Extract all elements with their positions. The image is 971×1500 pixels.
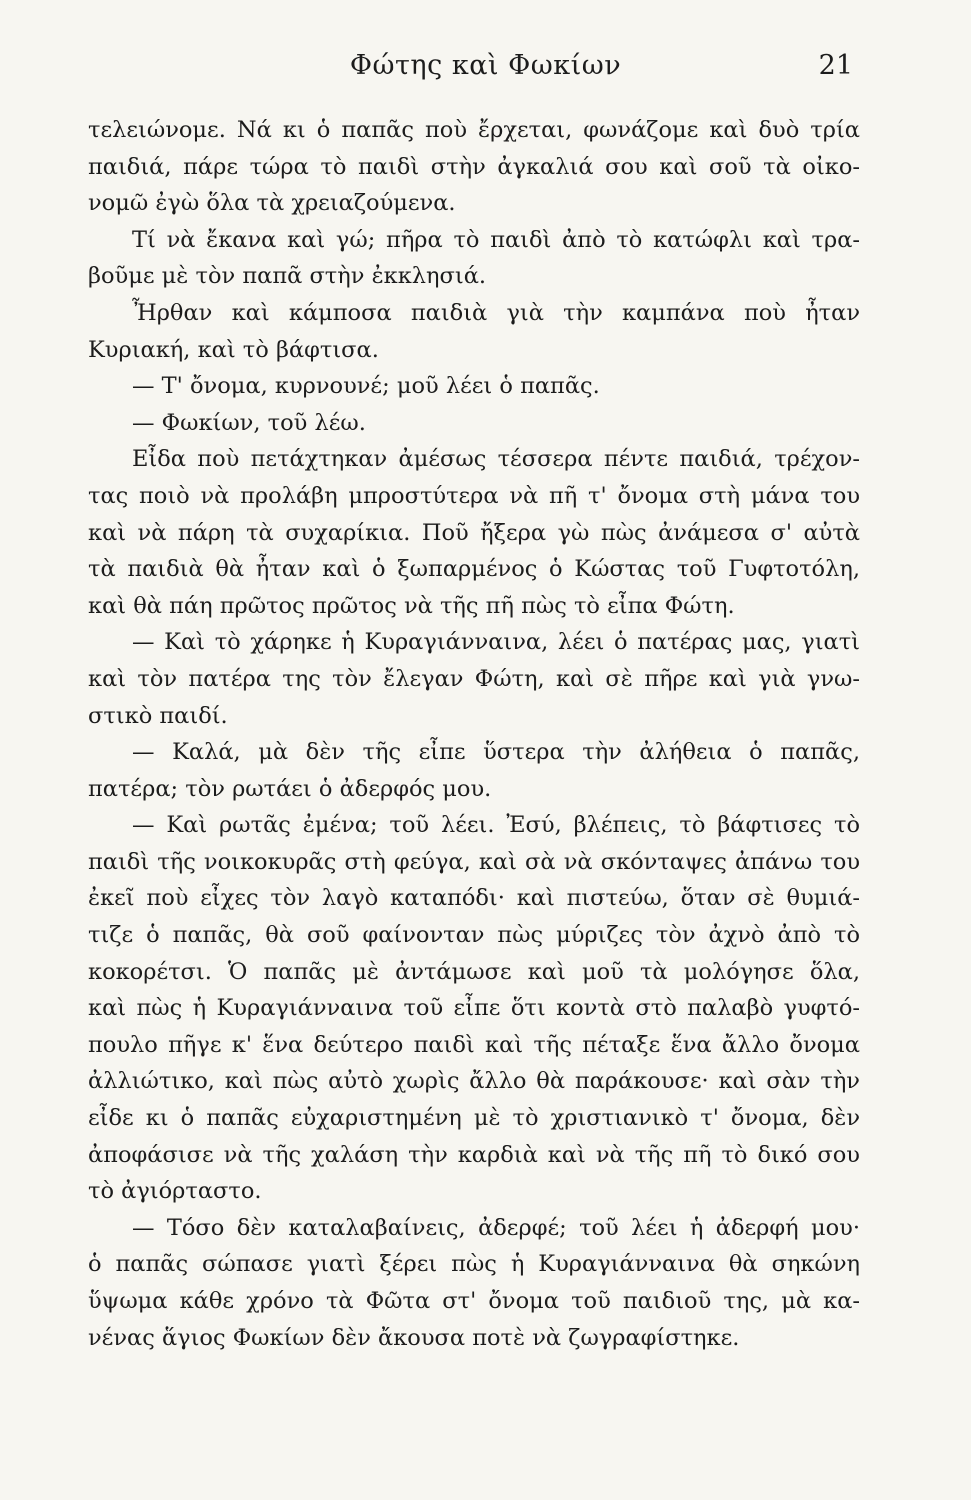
page-number: 21 bbox=[818, 50, 853, 81]
text-line: παιδὶ τῆς νοικοκυρᾶς στὴ φεύγα, καὶ σὰ νὰ σκόνταψες ἀπάνω του bbox=[88, 848, 860, 875]
text-line: — Τόσο δὲν καταλαβαίνεις, ἀδερφέ; τοῦ λέει ἡ ἀδερφή μου· bbox=[132, 1214, 860, 1241]
text-line: καὶ θὰ πάη πρῶτος πρῶτος νὰ τῆς πῆ πὼς τὸ εἶπα Φώτη. bbox=[88, 592, 735, 619]
text-line: ἐκεῖ ποὺ εἶχες τὸν λαγὸ καταπόδι· καὶ πιστεύω, ὅταν σὲ θυμιά- bbox=[88, 885, 860, 912]
text-line: τὸ ἀγιόρταστο. bbox=[88, 1178, 262, 1205]
text-line: βοῦμε μὲ τὸν παπᾶ στὴν ἐκκλησιά. bbox=[88, 263, 487, 290]
text-line: Τί νὰ ἔκανα καὶ γώ; πῆρα τὸ παιδὶ ἀπὸ τὸ κατώφλι καὶ τρα- bbox=[132, 226, 860, 253]
text-line: τὰ παιδιὰ θὰ ἦταν καὶ ὁ ξωπαρμένος ὁ Κώστας τοῦ Γυφτοτόλη, bbox=[88, 556, 860, 583]
text-line: Εἶδα ποὺ πετάχτηκαν ἀμέσως τέσσερα πέντε παιδιά, τρέχον- bbox=[132, 446, 860, 473]
text-line: — Καλά, μὰ δὲν τῆς εἶπε ὕστερα τὴν ἀλήθεια ὁ παπᾶς, bbox=[132, 739, 860, 766]
text-line: κοκορέτσι. Ὁ παπᾶς μὲ ἀντάμωσε καὶ μοῦ τὰ μολόγησε ὅλα, bbox=[88, 958, 860, 985]
text-line: πουλο πῆγε κ' ἕνα δεύτερο παιδὶ καὶ τῆς πέταξε ἕνα ἄλλο ὄνομα bbox=[88, 1031, 860, 1058]
text-line: καὶ νὰ πάρη τὰ συχαρίκια. Ποῦ ἤξερα γὼ πὼς ἀνάμεσα σ' αὐτὰ bbox=[88, 519, 860, 546]
page-header bbox=[0, 50, 971, 90]
body-text bbox=[88, 112, 860, 1356]
text-line: — Τ' ὄνομα, κυρνουνέ; μοῦ λέει ὁ παπᾶς. bbox=[132, 373, 600, 400]
text-line: — Φωκίων, τοῦ λέω. bbox=[132, 409, 366, 436]
text-line: τελειώνομε. Νά κι ὁ παπᾶς ποὺ ἔρχεται, φωνάζομε καὶ δυὸ τρία bbox=[88, 117, 860, 143]
text-line: Κυριακή, καὶ τὸ βάφτισα. bbox=[88, 336, 379, 363]
text-line: στικὸ παιδί. bbox=[88, 702, 228, 729]
text-line: τας ποιὸ νὰ προλάβη μπροστύτερα νὰ πῆ τ' ὄνομα στὴ μάνα του bbox=[88, 482, 860, 509]
text-line: καὶ τὸν πατέρα της τὸν ἔλεγαν Φώτη, καὶ σὲ πῆρε καὶ γιὰ γνω- bbox=[88, 665, 860, 692]
text-line: ἀλλιώτικο, καὶ πὼς αὐτὸ χωρὶς ἄλλο θὰ παράκουσε· καὶ σὰν τὴν bbox=[88, 1068, 860, 1095]
text-line: τιζε ὁ παπᾶς, θὰ σοῦ φαίνονταν πὼς μύριζες τὸν ἀχνὸ ἀπὸ τὸ bbox=[88, 922, 860, 949]
text-line: εἶδε κι ὁ παπᾶς εὐχαριστημένη μὲ τὸ χριστιανικὸ τ' ὄνομα, δὲν bbox=[88, 1105, 860, 1132]
text-line: Ἦρθαν καὶ κάμποσα παιδιὰ γιὰ τὴν καμπάνα ποὺ ἦταν bbox=[132, 299, 860, 326]
text-line: — Καὶ ρωτᾶς ἐμένα; τοῦ λέει. Ἐσύ, βλέπεις, τὸ βάφτισες τὸ bbox=[132, 812, 860, 839]
text-line: νομῶ ἐγὼ ὅλα τὰ χρειαζούμενα. bbox=[88, 190, 456, 217]
text-line: νένας ἅγιος Φωκίων δὲν ἄκουσα ποτὲ νὰ ζωγραφίστηκε. bbox=[88, 1324, 740, 1351]
text-line: ὕψωμα κάθε χρόνο τὰ Φῶτα στ' ὄνομα τοῦ παιδιοῦ της, μὰ κα- bbox=[88, 1288, 860, 1314]
running-title: Φώτης καὶ Φωκίων bbox=[349, 50, 622, 81]
text-line: ἀποφάσισε νὰ τῆς χαλάση τὴν καρδιὰ καὶ νὰ τῆς πῆ τὸ δικό σου bbox=[88, 1141, 860, 1168]
text-line: παιδιά, πάρε τώρα τὸ παιδὶ στὴν ἀγκαλιά σου καὶ σοῦ τὰ οἰκο- bbox=[88, 153, 860, 180]
text-line: καὶ πὼς ἡ Κυραγιάνναινα τοῦ εἶπε ὅτι κοντὰ στὸ παλαβὸ γυφτό- bbox=[88, 995, 860, 1022]
text-line: — Καὶ τὸ χάρηκε ἡ Κυραγιάνναινα, λέει ὁ πατέρας μας, γιατὶ bbox=[132, 629, 860, 656]
text-line: ὁ παπᾶς σώπασε γιατὶ ξέρει πὼς ἡ Κυραγιάνναινα θὰ σηκώνη bbox=[88, 1251, 860, 1278]
text-line: πατέρα; τὸν ρωτάει ὁ ἀδερφός μου. bbox=[88, 775, 492, 802]
